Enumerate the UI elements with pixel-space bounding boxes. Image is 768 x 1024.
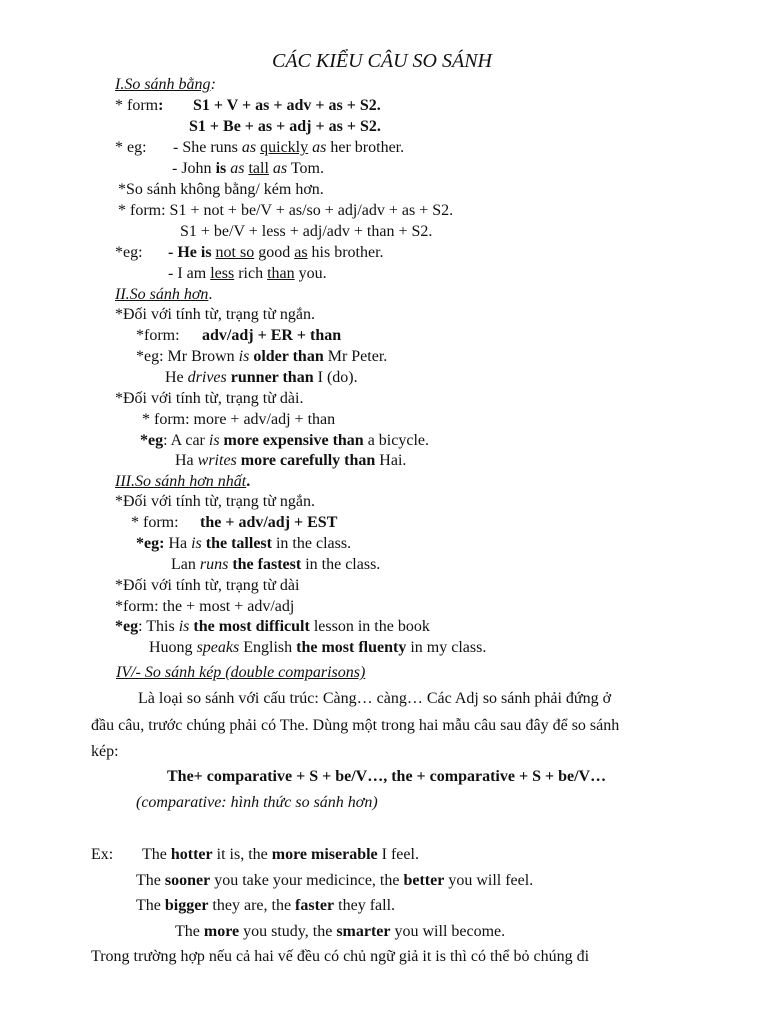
section-3-short-eg-1: [136, 534, 351, 554]
eg-text: : A car: [163, 432, 209, 449]
section-3-heading-tail: .: [246, 473, 251, 490]
ex-text: it is, the: [212, 846, 272, 863]
eg-text: rich: [234, 265, 268, 282]
eg-italic: speaks: [196, 639, 240, 656]
section-2-long-eg-2: [175, 451, 406, 471]
section-3-short-form-label: * form:: [131, 514, 179, 531]
section-1-neg-eg-1: [168, 243, 384, 263]
ex-text: The: [136, 872, 165, 889]
ex-bold: smarter: [336, 923, 391, 940]
eg-underline: than: [267, 265, 295, 282]
section-1-eg-1: [173, 138, 404, 158]
section-4-example-3: [136, 896, 395, 916]
eg-italic: as: [312, 139, 327, 156]
eg-text: *eg: Mr Brown: [136, 348, 239, 365]
section-2-short-eg-1: [136, 347, 387, 367]
ex-bold: hotter: [170, 846, 213, 863]
section-4-ex-label: Ex:: [91, 846, 114, 863]
section-3-heading-text: III.So sánh hơn nhất: [115, 473, 247, 490]
section-4-paragraph-line-2: đầu câu, trước chúng phải có The. Dùng một trong hai mẫu câu sau đây để so sánh: [91, 717, 620, 734]
section-2-long-form: * form: more + adv/adj + than: [142, 411, 336, 428]
section-1-form-2: S1 + Be + as + adj + as + S2.: [189, 118, 381, 135]
eg-italic: is: [191, 535, 202, 552]
eg-text: : This: [138, 618, 179, 635]
eg-text: Huong: [149, 639, 197, 656]
eg-bold: the most fluenty: [296, 639, 407, 656]
section-1-heading-text: I.So sánh bằng: [115, 76, 211, 93]
eg-underline: not so: [215, 244, 255, 261]
ex-text: they are, the: [208, 897, 296, 914]
section-2-heading: [115, 285, 212, 305]
eg-text: a bicycle.: [363, 432, 429, 449]
eg-bold: *eg: [115, 618, 139, 635]
section-4-last-line: Trong trường hợp nếu cả hai vế đều có chủ ngữ giả it is thì có thể bỏ chúng đi: [91, 948, 590, 965]
section-3-short-eg-2: [171, 555, 380, 575]
eg-text: Ha: [164, 535, 192, 552]
ex-text: they fall.: [334, 897, 396, 914]
section-3-short-heading: *Đối với tính từ, trạng từ ngắn.: [115, 493, 316, 510]
eg-underline: less: [210, 265, 235, 282]
section-1-neg-form-1: * form: S1 + not + be/V + as/so + adj/adv + as + S2.: [118, 202, 454, 219]
ex-bold: bigger: [164, 897, 209, 914]
eg-text: - She runs: [173, 139, 242, 156]
section-3-heading: [115, 472, 250, 492]
section-2-long-heading: *Đối với tính từ, trạng từ dài.: [115, 390, 304, 407]
eg-text: - I am: [168, 265, 211, 282]
ex-text: you take your medicince, the: [210, 872, 404, 889]
section-1-heading: [115, 75, 216, 95]
form-label: * form: [115, 97, 159, 114]
section-2-heading-tail: .: [208, 286, 213, 303]
section-4-heading: IV/- So sánh kép (double comparisons): [116, 664, 366, 681]
section-1-eg-2: [172, 159, 324, 179]
eg-text: you.: [294, 265, 327, 282]
section-3-long-eg-1: [115, 617, 430, 637]
section-1-form-1: S1 + V + as + adv + as + S2.: [193, 97, 381, 114]
eg-italic: is: [238, 348, 250, 365]
eg-text: Mr Peter.: [323, 348, 388, 365]
eg-bold: older than: [253, 348, 324, 365]
ex-text: I feel.: [377, 846, 419, 863]
section-2-heading-text: II.So sánh hơn: [115, 286, 209, 303]
section-2-short-form: adv/adj + ER + than: [202, 327, 342, 344]
ex-bold: better: [403, 872, 445, 889]
eg-bold: - He is: [168, 244, 216, 261]
eg-italic: as: [272, 160, 288, 177]
eg-italic: drives: [187, 369, 227, 386]
eg-underline: tall: [248, 160, 269, 177]
ex-bold: more miserable: [271, 846, 378, 863]
section-2-short-eg-2: [165, 368, 358, 388]
form-colon: :: [158, 97, 164, 114]
eg-text: English: [239, 639, 297, 656]
section-2-long-eg-1: [140, 431, 429, 451]
eg-bold: is: [215, 160, 227, 177]
eg-text: I (do).: [313, 369, 358, 386]
ex-bold: sooner: [164, 872, 211, 889]
section-1-neg-form-2: S1 + be/V + less + adj/adv + than + S2.: [180, 223, 433, 240]
eg-italic: runs: [199, 556, 229, 573]
ex-text: The: [136, 897, 165, 914]
section-2-short-heading: *Đối với tính từ, trạng từ ngắn.: [115, 306, 316, 323]
eg-bold: more carefully than: [240, 452, 376, 469]
section-2-short-form-label: *form:: [136, 327, 180, 344]
eg-text: good: [254, 244, 295, 261]
eg-italic: is: [208, 432, 220, 449]
eg-italic: as: [230, 160, 245, 177]
eg-text: lesson in the book: [309, 618, 430, 635]
eg-text: her brother.: [326, 139, 405, 156]
eg-bold: more expensive than: [223, 432, 364, 449]
eg-text: He: [165, 369, 188, 386]
eg-bold: *eg: [140, 432, 164, 449]
section-4-paragraph-line-1: Là loại so sánh với cấu trúc: Càng… càng… Các Adj so sánh phải đứng ở: [138, 690, 612, 707]
ex-text: The: [142, 846, 171, 863]
eg-underline: as: [294, 244, 308, 261]
eg-bold: runner than: [230, 369, 314, 386]
section-3-long-form: *form: the + most + adv/adj: [115, 598, 295, 615]
eg-bold: *eg:: [136, 535, 165, 552]
eg-italic: is: [178, 618, 190, 635]
eg-underline: quickly: [260, 139, 309, 156]
section-3-long-eg-2: [149, 638, 486, 658]
ex-text: you will become.: [390, 923, 506, 940]
eg-text: Lan: [171, 556, 200, 573]
eg-text: in the class.: [271, 535, 352, 552]
section-4-note: (comparative: hình thức so sánh hơn): [136, 794, 378, 811]
section-1-heading-colon: :: [210, 76, 216, 93]
section-4-paragraph-line-3: kép:: [91, 743, 119, 760]
section-3-short-form: the + adv/adj + EST: [200, 514, 338, 531]
eg-text: Ha: [175, 452, 198, 469]
section-1-neg-eg-label: *eg:: [115, 244, 143, 261]
eg-bold: the fastest: [232, 556, 302, 573]
ex-text: you will feel.: [444, 872, 534, 889]
eg-text: in my class.: [406, 639, 487, 656]
eg-bold: the most difficult: [193, 618, 310, 635]
section-4-example-1: [142, 845, 419, 865]
section-1-form-line: [115, 96, 163, 116]
section-4-example-4: [175, 922, 505, 942]
section-1-eg-label: * eg:: [115, 139, 147, 156]
ex-bold: more: [203, 923, 240, 940]
page-title: CÁC KIỂU CÂU SO SÁNH: [272, 50, 492, 72]
eg-text: Tom.: [287, 160, 324, 177]
eg-italic: as: [241, 139, 257, 156]
ex-text: The: [175, 923, 204, 940]
section-4-example-2: [136, 871, 533, 891]
eg-bold: the tallest: [205, 535, 272, 552]
ex-bold: faster: [295, 897, 335, 914]
section-1-neg-heading: *So sánh không bằng/ kém hơn.: [118, 181, 324, 198]
eg-text: - John: [172, 160, 216, 177]
section-4-formula: The+ comparative + S + be/V…, the + comparative + S + be/V…: [167, 768, 607, 785]
eg-text: his brother.: [307, 244, 384, 261]
ex-text: you study, the: [239, 923, 337, 940]
section-3-long-heading: *Đối với tính từ, trạng từ dài: [115, 577, 300, 594]
section-1-neg-eg-2: [168, 264, 327, 284]
eg-italic: writes: [197, 452, 237, 469]
eg-text: Hai.: [375, 452, 407, 469]
eg-text: in the class.: [301, 556, 381, 573]
